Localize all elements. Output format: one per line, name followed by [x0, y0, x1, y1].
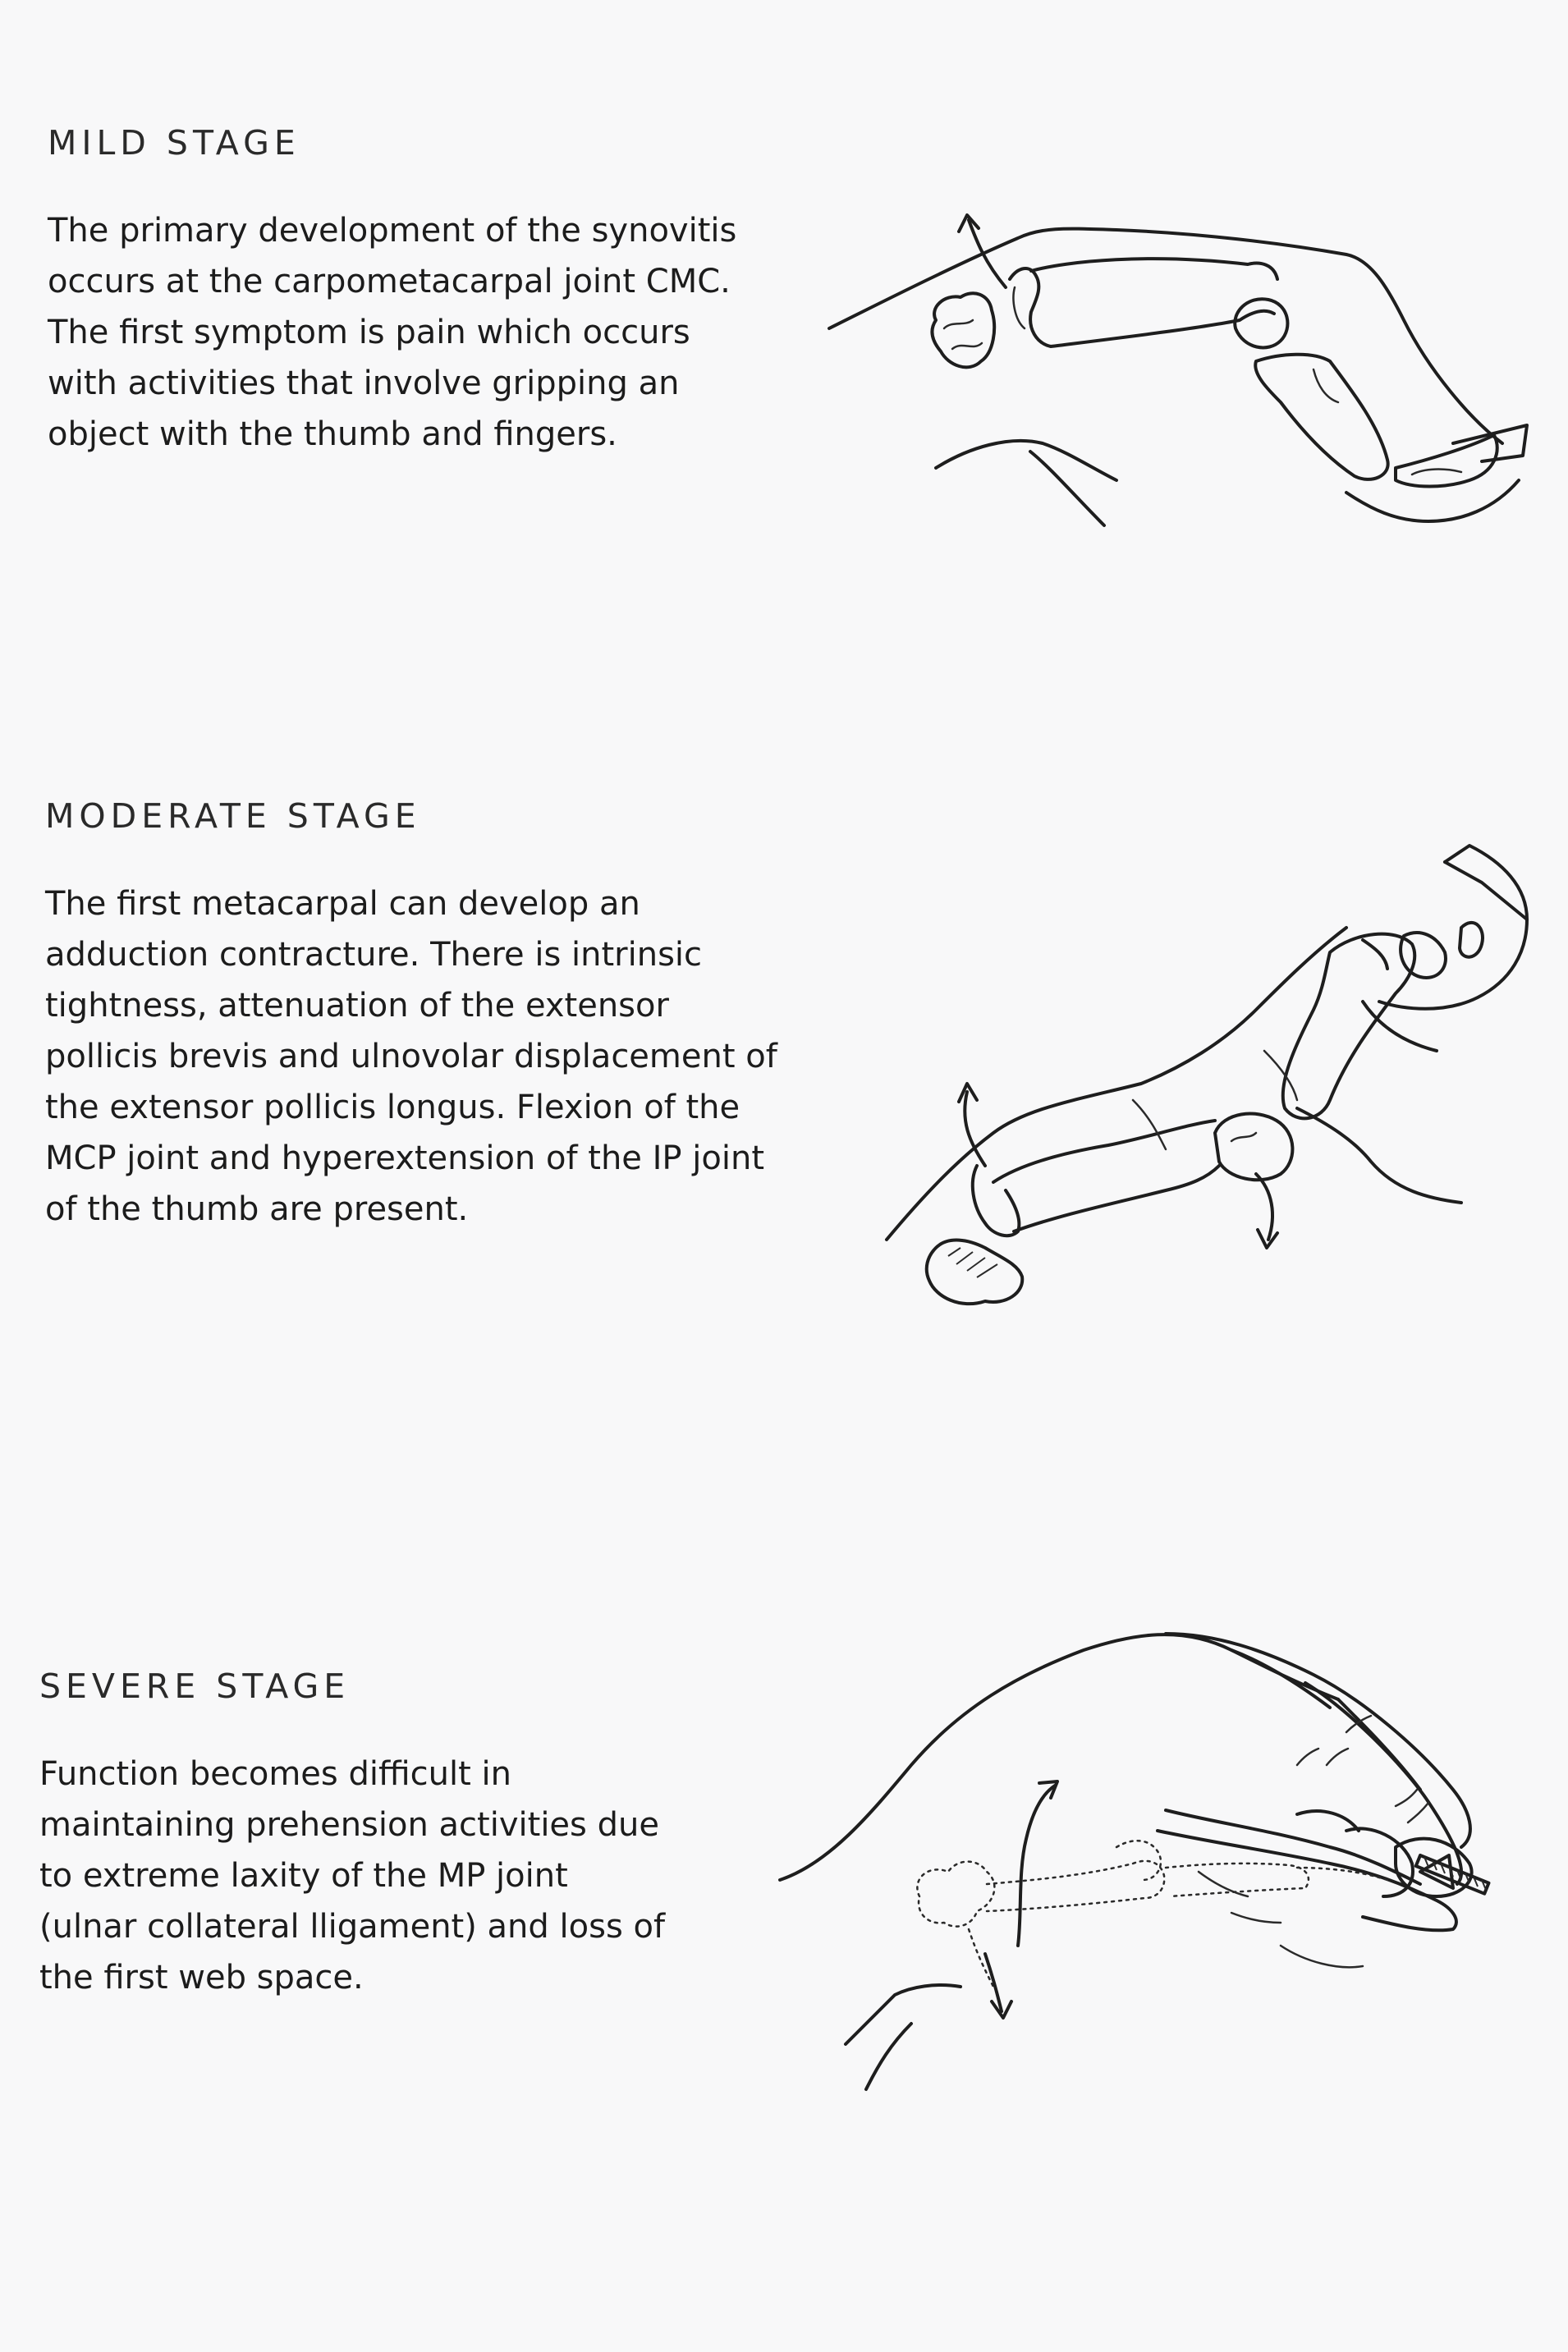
section-body	[48, 205, 836, 460]
moderate-stage-section	[45, 796, 850, 1235]
section-heading: SEVERE STAGE	[39, 1667, 351, 1706]
mild-stage-section	[48, 123, 836, 460]
body-line: (ulnar collateral lligament) and loss of	[39, 1908, 666, 1946]
body-line: the extensor pollicis longus. Flexion of the	[45, 1089, 740, 1126]
body-line: pollicis brevis and ulnovolar displacement of	[45, 1038, 777, 1075]
body-line: to extreme laxity of the MP joint	[39, 1857, 568, 1895]
body-line: The first symptom is pain which occurs	[48, 314, 690, 351]
body-line: The primary development of the synovitis	[48, 212, 737, 250]
thumb-mild-stage-drawing	[821, 197, 1560, 575]
section-heading: MODERATE STAGE	[45, 796, 421, 836]
section-body	[39, 1749, 778, 2003]
body-line: adduction contracture. There is intrinsic	[45, 936, 703, 974]
section-heading: MILD STAGE	[48, 123, 300, 163]
thumb-moderate-stage-drawing	[870, 837, 1543, 1330]
hand-severe-stage-drawing	[772, 1601, 1543, 2110]
body-line: The first metacarpal can develop an	[45, 885, 640, 923]
body-line: maintaining prehension activities due	[39, 1806, 659, 1844]
body-line: occurs at the carpometacarpal joint CMC.	[48, 263, 731, 300]
body-line: object with the thumb and fingers.	[48, 415, 617, 453]
body-line: Function becomes difficult in	[39, 1755, 511, 1793]
body-line: tightness, attenuation of the extensor	[45, 987, 669, 1025]
body-line: with activities that involve gripping an	[48, 364, 680, 402]
body-line: MCP joint and hyperextension of the IP joint	[45, 1139, 764, 1177]
severe-stage-section	[39, 1667, 778, 2003]
body-line: of the thumb are present.	[45, 1190, 469, 1228]
body-line: the first web space.	[39, 1959, 364, 1997]
section-body	[45, 878, 850, 1235]
